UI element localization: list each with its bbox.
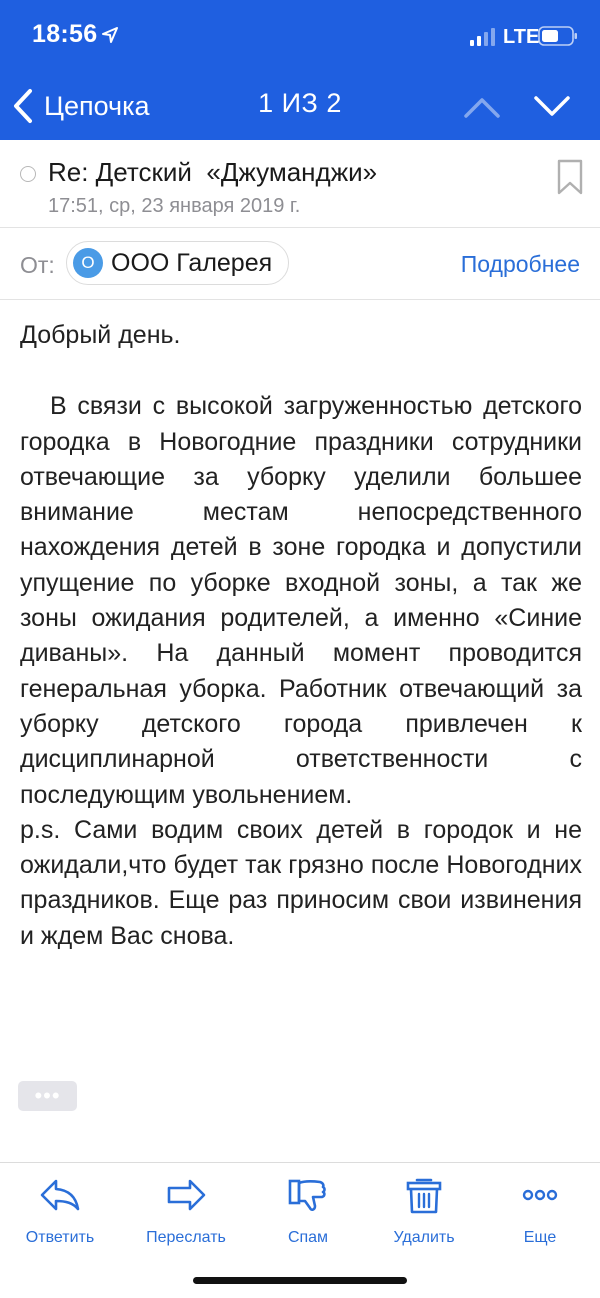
more-dots-icon [518, 1175, 562, 1215]
show-quoted-text-button[interactable] [18, 1081, 77, 1111]
message-date: 17:51, ср, 23 января 2019 г. [48, 195, 301, 217]
more-actions-button[interactable] [482, 1175, 598, 1247]
thumbs-down-icon [286, 1175, 330, 1215]
location-arrow-icon [102, 27, 118, 43]
forward-arrow-icon [164, 1175, 208, 1215]
sender-avatar: О [73, 248, 103, 278]
status-time: 18:56 [32, 20, 98, 48]
delete-button[interactable] [366, 1175, 482, 1247]
header-bar [0, 0, 600, 140]
spam-label: Спам [287, 1229, 329, 1246]
read-status-indicator[interactable] [20, 166, 36, 182]
ellipsis-icon: ••• [34, 1083, 61, 1108]
network-type: LTE [503, 26, 540, 48]
back-label: Цепочка [44, 90, 150, 121]
subject-area [0, 140, 600, 228]
spam-button[interactable] [250, 1175, 366, 1247]
greeting-text: Добрый день. [20, 321, 181, 349]
message-subject: Re: Детский «Джуманджи» [48, 157, 378, 187]
sender-chip[interactable] [66, 241, 289, 285]
postscript-text: p.s. Сами водим своих детей в городок и не ожидали,что будет так грязно после Новогодних праздников. Еще раз приносим свои извинения и ждем Вас снова. [20, 815, 582, 950]
forward-button[interactable] [128, 1175, 244, 1247]
home-indicator[interactable] [193, 1277, 407, 1284]
details-link[interactable]: Подробнее [460, 251, 580, 277]
message-counter: 1 ИЗ 2 [258, 88, 342, 118]
trash-icon [402, 1175, 446, 1215]
previous-message-chevron-up-icon[interactable] [460, 88, 504, 124]
delete-label: Удалить [393, 1229, 455, 1246]
battery-icon [538, 26, 578, 46]
from-row [0, 228, 600, 300]
more-label: Еще [523, 1229, 557, 1246]
sender-name: ООО Галерея [111, 248, 273, 277]
body-paragraph: В связи с высокой загруженностью детского городка в Новогодние праздники сотрудники отвечающие за уборку уделили большее внимание местам непосредственного нахождения детей в зоне городка и допустили упущение по уборке входной зоны, а так же зоны ожидания родителей, а именно «Синие диваны». На данный момент проводится генеральная уборка. Работник отвечающий за уборку детского города привлечен к дисциплинарной ответственности с последующим увольнением. [20, 392, 582, 809]
message-body [20, 318, 582, 954]
bookmark-icon[interactable] [556, 158, 584, 196]
from-label: От: [20, 252, 55, 278]
reply-label: Ответить [25, 1229, 95, 1246]
forward-label: Переслать [146, 1229, 226, 1246]
next-message-chevron-down-icon[interactable] [530, 88, 574, 124]
signal-strength-icon [470, 28, 498, 46]
reply-button[interactable] [2, 1175, 118, 1247]
reply-arrow-icon [38, 1175, 82, 1215]
